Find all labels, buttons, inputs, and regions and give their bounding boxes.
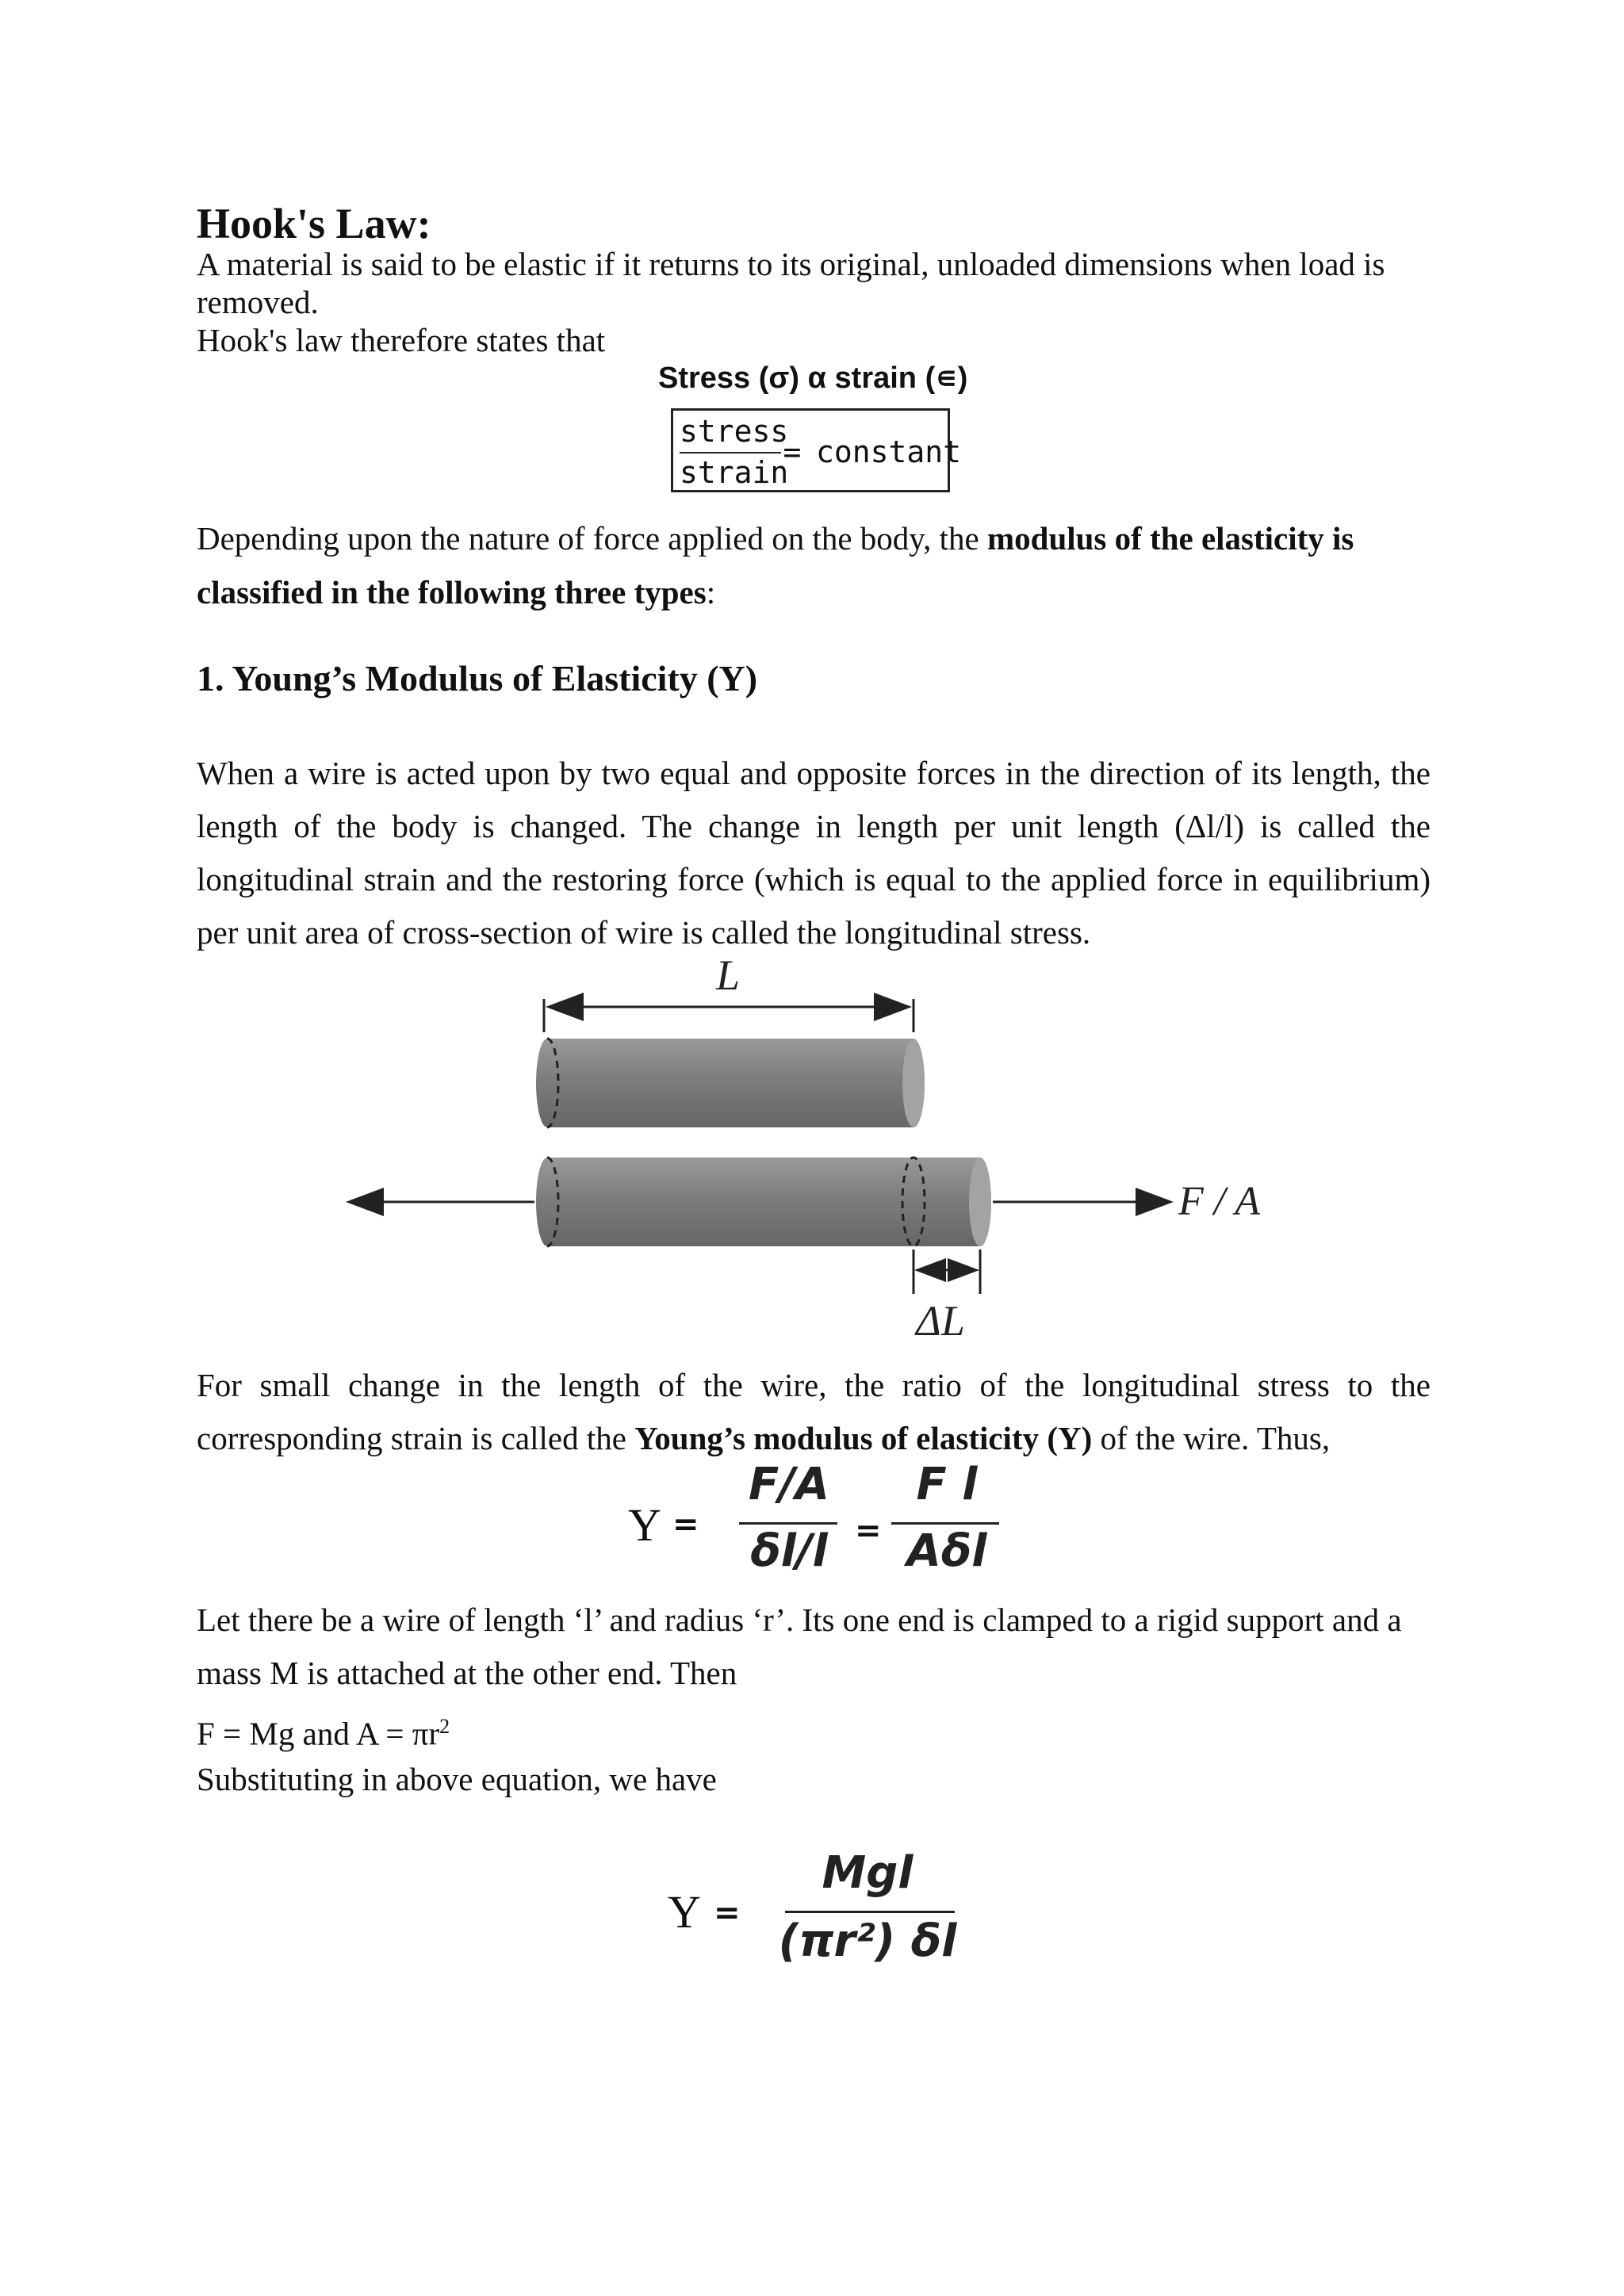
para2-text-a: corresponding strain is called the [197, 1420, 635, 1456]
para2-line-2 [197, 1412, 1330, 1465]
eq2-numerator: Mgl [822, 1847, 914, 1899]
eq1-fraction-bar-1 [739, 1522, 837, 1525]
proportion-formula: Stress (σ) α strain (∊) [658, 362, 968, 395]
para3-line-2: mass M is attached at the other end. Then [197, 1655, 737, 1691]
stretched-wire [536, 1158, 991, 1246]
types-line-2 [197, 566, 715, 619]
types-text: Depending upon the nature of force applied on the body, the [197, 520, 987, 557]
types-end: : [706, 574, 716, 610]
eq2-equals: = [714, 1895, 741, 1931]
substitute-line: Substituting in above equation, we have [197, 1761, 717, 1797]
ratio-numerator: stress [680, 414, 789, 449]
ratio-denominator: strain [680, 455, 789, 490]
intro-line-2: removed. [197, 284, 319, 320]
eq2-lhs: Y [668, 1886, 701, 1938]
force-area-line [197, 1700, 450, 1761]
ratio-box [671, 408, 962, 492]
eq1-denominator-2: Aδl [906, 1525, 987, 1577]
eq1-denominator-1: δl/l [750, 1525, 828, 1577]
force-area-sup: 2 [439, 1715, 450, 1738]
original-wire [536, 1039, 925, 1127]
eq1-equals-2: = [855, 1513, 882, 1549]
delta-length-label: ΔL [916, 1297, 965, 1345]
para1-line-3: longitudinal strain and the restoring force (which is equal to the applied force in equilibrium) [197, 861, 1431, 897]
section-title: 1. Young’s Modulus of Elasticity (Y) [197, 658, 758, 698]
eq1-numerator-1: F/A [748, 1459, 830, 1510]
para3-line-1: Let there be a wire of length ‘l’ and radius ‘r’. Its one end is clamped to a rigid support and a [197, 1601, 1402, 1638]
length-dimension [544, 999, 914, 1032]
eq2-fraction-bar [785, 1911, 955, 1913]
para2-line-1: For small change in the length of the wire, the ratio of the longitudinal stress to the [197, 1367, 1431, 1403]
ratio-fraction-bar [680, 452, 781, 453]
length-label: L [715, 959, 741, 999]
ratio-rhs: constant [816, 434, 962, 469]
eq2-denominator: (πr²) δl [778, 1915, 957, 1967]
youngs-modulus-equation [619, 1459, 1031, 1592]
para1-line-4: per unit area of cross-section of wire is called the longitudinal stress. [197, 914, 1091, 951]
eq1-fraction-bar-2 [891, 1522, 999, 1525]
force-area-text: F = Mg and A = πr [197, 1715, 440, 1752]
wire-stretch-figure [317, 959, 1332, 1348]
intro-line-3: Hook's law therefore states that [197, 322, 606, 358]
para1-line-2: length of the body is changed. The change in length per unit length (Δl/l) is called the [197, 808, 1431, 844]
intro-line-1: A material is said to be elastic if it returns to its original, unloaded dimensions when load is [197, 246, 1385, 282]
types-bold-1: modulus of the elasticity is [986, 520, 1354, 557]
types-line-1 [197, 512, 1354, 565]
force-label: F / A [1178, 1179, 1261, 1224]
eq1-numerator-2: F l [916, 1459, 978, 1510]
eq1-equals-1: = [672, 1506, 699, 1543]
types-bold-2: classified in the following three types [197, 574, 707, 610]
delta-length-dimension [914, 1249, 980, 1294]
eq1-lhs: Y [628, 1499, 661, 1551]
para2-bold: Young’s modulus of elasticity (Y) [634, 1420, 1093, 1456]
para1-line-1: When a wire is acted upon by two equal and opposite forces in the direction of its length, the [197, 755, 1431, 791]
ratio-equals: = [783, 434, 802, 469]
page-title: Hook's Law: [197, 200, 431, 247]
para2-text-c: of the wire. Thus, [1092, 1420, 1331, 1456]
youngs-modulus-mass-equation [658, 1839, 991, 1990]
